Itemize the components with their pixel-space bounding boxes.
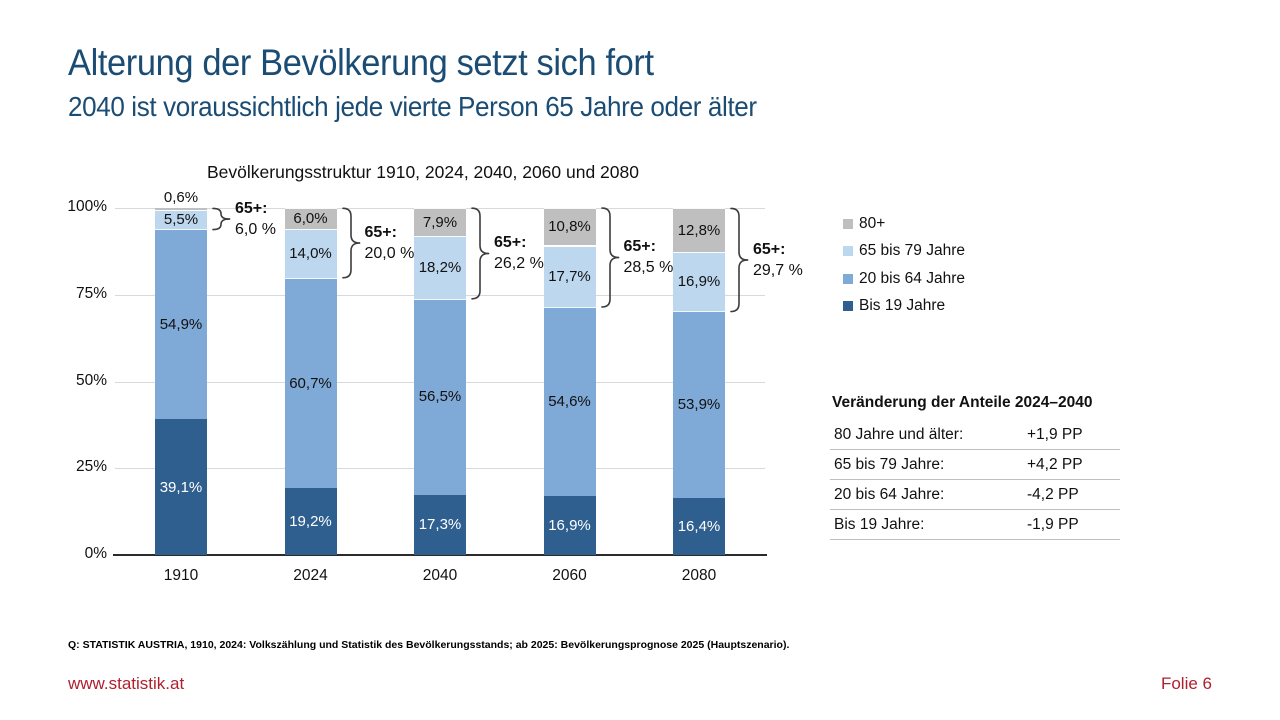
legend-label: 20 bis 64 Jahre bbox=[859, 269, 965, 287]
legend-swatch-icon bbox=[843, 274, 853, 284]
chart-legend bbox=[843, 210, 965, 320]
page-subtitle: 2040 ist voraussichtlich jede vierte Person 65 Jahre oder älter bbox=[68, 90, 757, 122]
label-65plus-title: 65+: bbox=[235, 199, 268, 217]
segment-v65_79-1910: 5,5% bbox=[155, 210, 207, 229]
segment-v20_64-2080: 53,9% bbox=[673, 311, 725, 498]
change-table-row-value: +4,2 PP bbox=[1027, 455, 1083, 473]
segment-v65_79-2040: 18,2% bbox=[414, 236, 466, 299]
y-axis-tick-label: 100% bbox=[67, 198, 107, 215]
label-65plus-2080 bbox=[753, 239, 803, 281]
segment-v65_79-2060: 17,7% bbox=[544, 246, 596, 307]
bracket-65plus-1910 bbox=[211, 207, 233, 230]
bracket-65plus-2040 bbox=[470, 207, 492, 300]
segment-bis19-2060: 16,9% bbox=[544, 496, 596, 555]
label-65plus-value: 28,5 % bbox=[623, 259, 674, 277]
footer-url[interactable]: www.statistik.at bbox=[68, 674, 185, 693]
bracket-65plus-2080 bbox=[729, 207, 751, 312]
label-65plus-value: 26,2 % bbox=[494, 255, 544, 273]
segment-v80-2040: 7,9% bbox=[414, 208, 466, 235]
segment-v80-1910 bbox=[155, 208, 207, 210]
label-65plus-2024 bbox=[365, 222, 415, 264]
segment-v20_64-2060: 54,6% bbox=[544, 307, 596, 496]
change-table-rows bbox=[830, 420, 1120, 540]
legend-item bbox=[843, 238, 965, 266]
x-axis-tick-label: 1910 bbox=[163, 567, 199, 584]
segment-v20_64-2040: 56,5% bbox=[414, 299, 466, 495]
segment-label-outside-v80-1910: 0,6% bbox=[163, 188, 199, 206]
chart-title: Bevölkerungsstruktur 1910, 2024, 2040, 2060 und 2080 bbox=[207, 162, 639, 182]
bar-2060 bbox=[544, 208, 596, 555]
y-axis-tick-label: 50% bbox=[75, 371, 107, 389]
legend-swatch-icon bbox=[843, 219, 853, 229]
label-65plus-2040 bbox=[494, 232, 544, 274]
segment-bis19-2080: 16,4% bbox=[673, 498, 725, 555]
change-table-title: Veränderung der Anteile 2024–2040 bbox=[832, 394, 1093, 411]
slide-header bbox=[68, 42, 757, 123]
label-65plus-value: 29,7 % bbox=[753, 261, 803, 279]
change-table-row bbox=[830, 480, 1120, 510]
change-table-row bbox=[830, 450, 1120, 480]
change-table-row-label: 65 bis 79 Jahre: bbox=[834, 455, 945, 473]
segment-v80-2080: 12,8% bbox=[673, 208, 725, 252]
change-table-row-value: -1,9 PP bbox=[1027, 515, 1079, 533]
bar-2040 bbox=[414, 208, 466, 555]
label-65plus-title: 65+: bbox=[623, 238, 656, 256]
x-axis-tick-label: 2080 bbox=[681, 567, 717, 584]
legend-label: 80+ bbox=[859, 214, 886, 232]
change-table-row bbox=[830, 420, 1120, 450]
change-table bbox=[830, 394, 1120, 540]
label-65plus-1910 bbox=[235, 198, 276, 240]
bracket-65plus-2060 bbox=[600, 207, 622, 308]
change-table-row bbox=[830, 510, 1120, 540]
x-axis-tick-label: 2024 bbox=[293, 567, 328, 584]
bar-2080 bbox=[673, 208, 725, 555]
legend-swatch-icon bbox=[843, 301, 853, 311]
legend-label: Bis 19 Jahre bbox=[859, 297, 946, 315]
bar-1910 bbox=[155, 208, 207, 555]
legend-item bbox=[843, 210, 965, 238]
bracket-65plus-2024 bbox=[341, 207, 363, 278]
footer-slide-number: Folie 6 bbox=[1160, 674, 1212, 693]
label-65plus-2060 bbox=[624, 236, 674, 278]
y-axis-tick-label: 75% bbox=[75, 284, 107, 302]
label-65plus-title: 65+: bbox=[753, 240, 786, 258]
label-65plus-title: 65+: bbox=[494, 234, 527, 252]
segment-v20_64-2024: 60,7% bbox=[285, 278, 337, 489]
segment-v80-2024: 6,0% bbox=[285, 208, 337, 229]
segment-bis19-1910: 39,1% bbox=[155, 419, 207, 555]
change-table-row-label: 80 Jahre und älter: bbox=[834, 425, 964, 443]
legend-item bbox=[843, 265, 965, 293]
page-title: Alterung der Bevölkerung setzt sich fort bbox=[68, 42, 654, 83]
legend-swatch-icon bbox=[843, 246, 853, 256]
source-note: Q: STATISTIK AUSTRIA, 1910, 2024: Volkszählung und Statistik des Bevölkerungsstands; ab 2025: Bevölkerungsprognose 2025 (Hauptszenario). bbox=[68, 639, 790, 651]
segment-bis19-2024: 19,2% bbox=[285, 488, 337, 555]
segment-v65_79-2080: 16,9% bbox=[673, 252, 725, 311]
label-65plus-value: 20,0 % bbox=[364, 244, 415, 262]
change-table-row-label: 20 bis 64 Jahre: bbox=[834, 485, 945, 503]
label-65plus-value: 6,0 % bbox=[235, 220, 276, 238]
label-65plus-title: 65+: bbox=[364, 223, 397, 241]
bar-2024 bbox=[285, 208, 337, 555]
x-axis-tick-label: 2060 bbox=[552, 567, 587, 584]
segment-bis19-2040: 17,3% bbox=[414, 495, 466, 555]
segment-v65_79-2024: 14,0% bbox=[285, 229, 337, 278]
y-axis-tick-label: 0% bbox=[84, 545, 107, 562]
x-axis-tick-label: 2040 bbox=[422, 567, 458, 584]
segment-v80-2060: 10,8% bbox=[544, 208, 596, 245]
change-table-row-value: -4,2 PP bbox=[1027, 485, 1079, 503]
y-axis-tick-label: 25% bbox=[75, 458, 107, 476]
segment-v20_64-1910: 54,9% bbox=[155, 229, 207, 420]
legend-label: 65 bis 79 Jahre bbox=[859, 242, 965, 260]
change-table-row-label: Bis 19 Jahre: bbox=[834, 515, 925, 533]
legend-item bbox=[843, 293, 965, 321]
change-table-row-value: +1,9 PP bbox=[1027, 425, 1083, 443]
